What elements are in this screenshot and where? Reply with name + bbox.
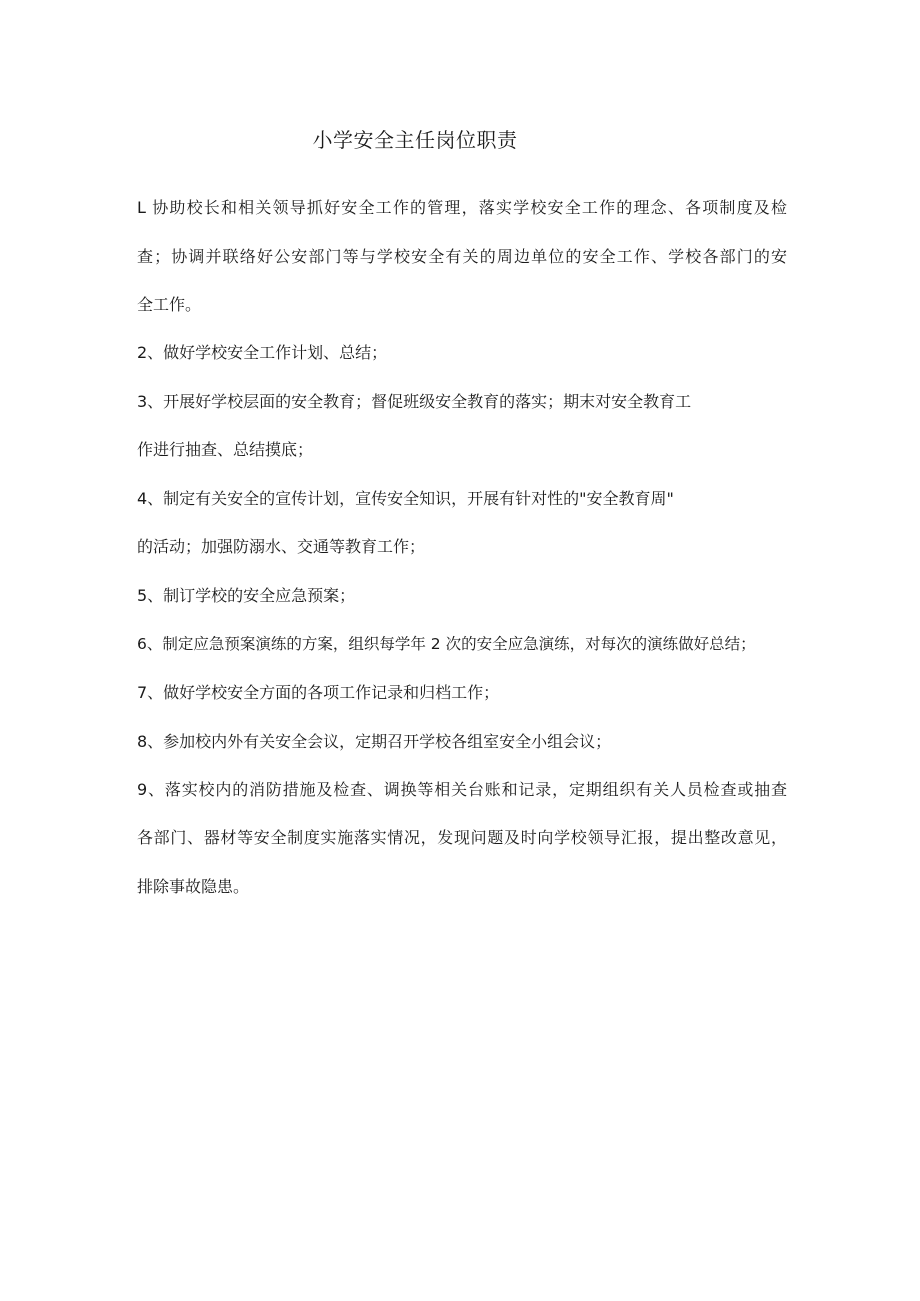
duty-9-line-3: 排除事故隐患。 — [137, 877, 250, 896]
duty-2: 2、做好学校安全工作计划、总结； — [137, 343, 388, 362]
duty-3-line-1: 3、开展好学校层面的安全教育；督促班级安全教育的落实；期末对安全教育工 — [137, 392, 692, 411]
duty-4-line-2: 的活动；加强防溺水、交通等教育工作； — [137, 537, 426, 556]
duty-1-line-2: 查；协调并联络好公安部门等与学校安全有关的周边单位的安全工作、学校各部门的安 — [137, 247, 787, 266]
duty-5: 5、制订学校的安全应急预案； — [137, 586, 356, 605]
duty-1-line-1: L 协助校长和相关领导抓好安全工作的管理，落实学校安全工作的理念、各项制度及检 — [137, 198, 787, 217]
duty-3-line-2: 作进行抽查、总结摸底； — [137, 440, 314, 459]
duty-7: 7、做好学校安全方面的各项工作记录和归档工作； — [137, 683, 500, 702]
duty-8: 8、参加校内外有关安全会议，定期召开学校各组室安全小组会议； — [137, 732, 612, 751]
duty-6: 6、制定应急预案演练的方案，组织每学年 2 次的安全应急演练，对每次的演练做好总结； — [137, 635, 756, 653]
duty-9-line-1: 9、落实校内的消防措施及检查、调换等相关台账和记录，定期组织有关人员检查或抽查 — [137, 780, 787, 799]
document-title: 小学安全主任岗位职责 — [312, 128, 518, 152]
duty-1-line-3: 全工作。 — [137, 295, 202, 314]
duty-9-line-2: 各部门、器材等安全制度实施落实情况，发现问题及时向学校领导汇报，提出整改意见， — [137, 828, 787, 847]
duty-4-line-1: 4、制定有关安全的宣传计划，宣传安全知识，开展有针对性的"安全教育周" — [137, 489, 674, 508]
